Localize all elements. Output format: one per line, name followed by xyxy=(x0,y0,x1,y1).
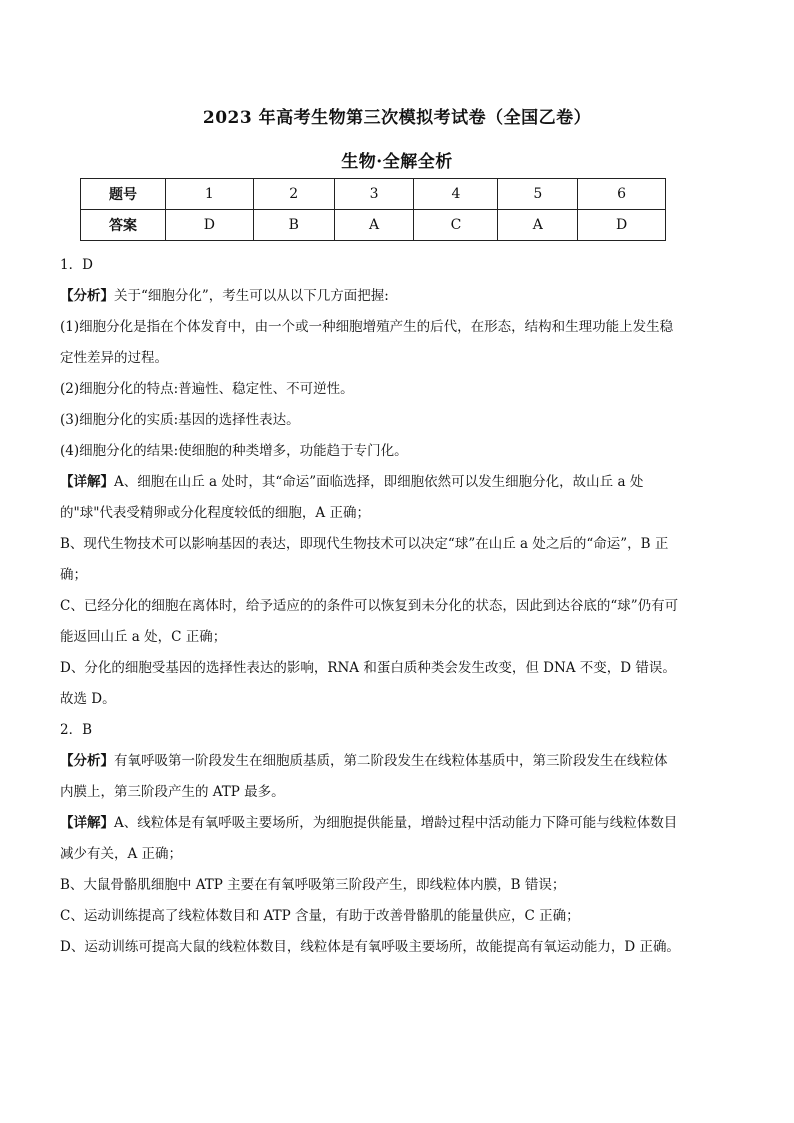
question-number-cell: 2 xyxy=(253,179,334,210)
question-number-cell: 3 xyxy=(334,179,414,210)
detail-text: A、线粒体是有氧呼吸主要场所，为细胞提供能量，增龄过程中活动能力下降可能与线粒体数目减少有关，A 正确； xyxy=(60,815,678,862)
page-title: 2023 年高考生物第三次模拟考试卷（全国乙卷） xyxy=(202,108,592,128)
solution-body xyxy=(60,250,680,963)
q1-point: (1)细胞分化是指在个体发育中，由一个或一种细胞增殖产生的后代，在形态，结构和生理功能上发生稳定性差异的过程。 xyxy=(60,319,674,366)
q2-detail xyxy=(60,808,680,870)
table-row-numbers xyxy=(81,179,666,210)
q2-detail: B、大鼠骨骼肌细胞中 ATP 主要在有氧呼吸第三阶段产生，即线粒体内膜，B 错误； xyxy=(60,877,566,893)
q2-analysis xyxy=(60,746,680,808)
table-row-answers xyxy=(81,210,666,241)
detail-text: A、细胞在山丘 a 处时，其“命运”面临选择，即细胞依然可以发生细胞分化，故山丘 a 处的"球"代表受精卵或分化程度较低的细胞，A 正确； xyxy=(60,474,644,521)
q1-analysis xyxy=(60,281,680,312)
detail-tag: 【详解】 xyxy=(60,815,114,831)
q1-heading: 1．D xyxy=(60,257,93,273)
answer-cell: D xyxy=(166,210,254,241)
analysis-tag: 【分析】 xyxy=(60,753,114,769)
page-subtitle: 生物·全解全析 xyxy=(341,152,453,172)
question-number-cell: 5 xyxy=(498,179,578,210)
q2-detail: D、运动训练可提高大鼠的线粒体数目，线粒体是有氧呼吸主要场所，故能提高有氧运动能力，D 正确。 xyxy=(60,939,680,955)
answer-cell: B xyxy=(253,210,334,241)
q2-detail: C、运动训练提高了线粒体数目和 ATP 含量，有助于改善骨骼肌的能量供应，C 正确； xyxy=(60,908,580,924)
question-number-cell: 4 xyxy=(414,179,498,210)
row-label-answer: 答案 xyxy=(81,210,166,241)
answer-cell: A xyxy=(498,210,578,241)
q1-detail: D、分化的细胞受基因的选择性表达的影响，RNA 和蛋白质种类会发生改变，但 DNA 不变，D 错误。 xyxy=(60,660,676,676)
answer-table xyxy=(80,178,666,241)
q1-detail: C、已经分化的细胞在离体时，给予适应的的条件可以恢复到未分化的状态，因此到达谷底的“球”仍有可能返回山丘 a 处，C 正确； xyxy=(60,598,679,645)
row-label-number: 题号 xyxy=(81,179,166,210)
q1-point: (4)细胞分化的结果:使细胞的种类增多，功能趋于专门化。 xyxy=(60,443,408,459)
answer-cell: C xyxy=(414,210,498,241)
question-number-cell: 1 xyxy=(166,179,254,210)
q1-point: (2)细胞分化的特点:普遍性、稳定性、不可逆性。 xyxy=(60,381,354,397)
analysis-tag: 【分析】 xyxy=(60,288,114,304)
analysis-text: 有氧呼吸第一阶段发生在细胞质基质，第二阶段发生在线粒体基质中，第三阶段发生在线粒体内膜上，第三阶段产生的 ATP 最多。 xyxy=(60,753,668,800)
q1-conclusion: 故选 D。 xyxy=(60,691,116,707)
question-number-cell: 6 xyxy=(578,179,666,210)
q1-detail xyxy=(60,467,680,529)
answer-cell: D xyxy=(578,210,666,241)
q2-heading: 2．B xyxy=(60,722,93,738)
answer-cell: A xyxy=(334,210,414,241)
analysis-text: 关于“细胞分化”，考生可以从以下几方面把握: xyxy=(114,288,389,304)
detail-tag: 【详解】 xyxy=(60,474,114,490)
q1-point: (3)细胞分化的实质:基因的选择性表达。 xyxy=(60,412,300,428)
q1-detail: B、现代生物技术可以影响基因的表达，即现代生物技术可以决定“球”在山丘 a 处之后的“命运”，B 正确； xyxy=(60,536,669,583)
